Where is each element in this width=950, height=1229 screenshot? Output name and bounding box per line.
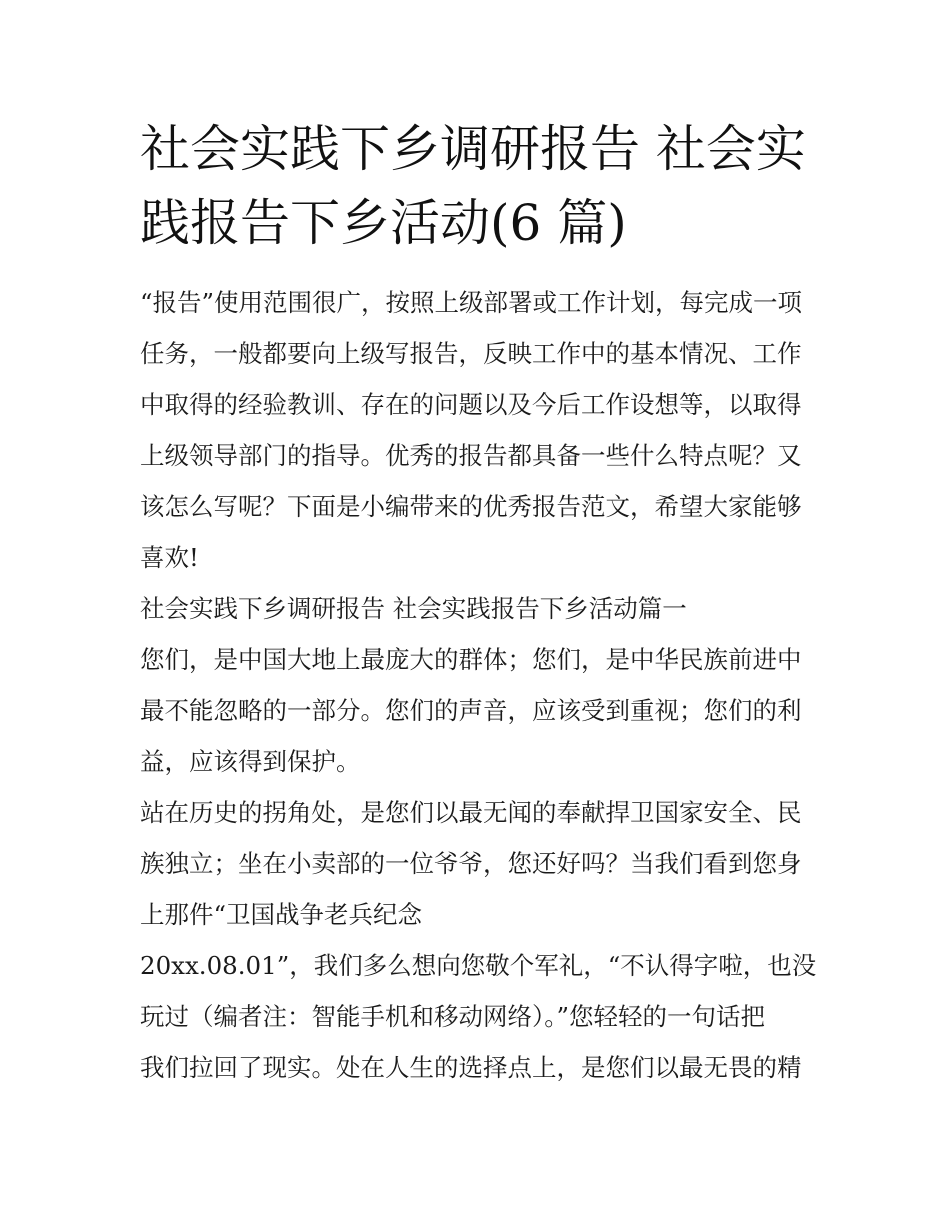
document-title <box>140 112 820 260</box>
title-line: 践报告下乡活动(6 篇) <box>140 194 627 252</box>
intro-paragraph-line: 中取得的经验教训、存在的问题以及今后工作设想等，以取得 <box>140 390 802 419</box>
intro-paragraph-line: 任务，一般都要向上级写报告，反映工作中的基本情况、工作 <box>140 339 802 368</box>
title-line: 社会实践下乡调研报告 社会实 <box>140 120 806 178</box>
paragraph-line: 站在历史的拐角处，是您们以最无闻的奉献捍卫国家安全、民 <box>140 798 802 827</box>
intro-paragraph-line: 上级领导部门的指导。优秀的报告都具备一些什么特点呢？又 <box>140 441 802 470</box>
intro-paragraph-line: 喜欢! <box>140 543 199 572</box>
paragraph-line: 我们拉回了现实。处在人生的选择点上，是您们以最无畏的精 <box>140 1053 802 1082</box>
paragraph-line: 20xx.08.01”，我们多么想向您敬个军礼，“不认得字啦，也没 <box>140 951 817 980</box>
paragraph-line: 您们，是中国大地上最庞大的群体；您们，是中华民族前进中 <box>140 645 802 674</box>
intro-paragraph-line: “报告”使用范围很广，按照上级部署或工作计划，每完成一项 <box>140 288 803 317</box>
paragraph-line: 上那件“卫国战争老兵纪念 <box>140 900 423 929</box>
paragraph-line: 玩过（编者注：智能手机和移动网络）。”您轻轻的一句话把 <box>140 1002 766 1031</box>
intro-paragraph-line: 该怎么写呢？下面是小编带来的优秀报告范文，希望大家能够 <box>140 492 802 521</box>
document-body <box>140 277 820 1093</box>
paragraph-line: 益，应该得到保护。 <box>140 747 361 776</box>
paragraph-line: 族独立；坐在小卖部的一位爷爷，您还好吗？当我们看到您身 <box>140 849 802 878</box>
section-heading: 社会实践下乡调研报告 社会实践报告下乡活动篇一 <box>140 594 687 623</box>
paragraph-line: 最不能忽略的一部分。您们的声音，应该受到重视；您们的利 <box>140 696 802 725</box>
